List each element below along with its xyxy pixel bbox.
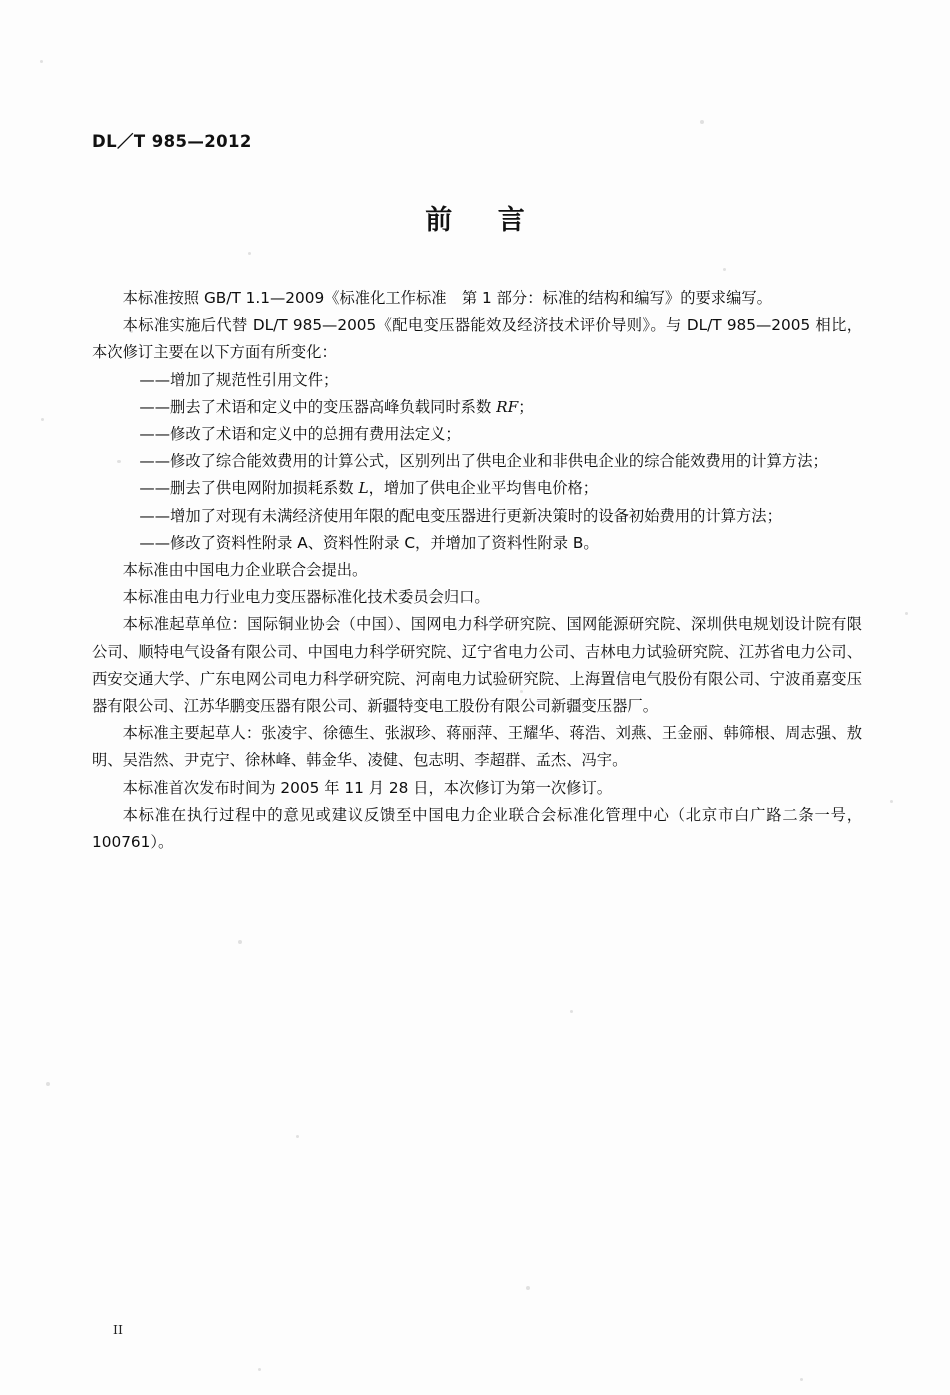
page-title: 前 言	[425, 205, 543, 236]
list-item: ——修改了资料性附录 A、资料性附录 C，并增加了资料性附录 B。	[139, 533, 599, 552]
paragraph: 本标准起草单位：国际铜业协会（中国）、国网电力科学研究院、国网能源研究院、深圳供电规划设计院有限公司、顺特电气设备有限公司、中国电力科学研究院、辽宁省电力公司、吉林电力试验研究院、江苏省电力公司、西安交通大学、广东电网公司电力科学研究院、河南电力试验研究院、上海置信电气股份有限公司、宁波甬嘉变压器有限公司、江苏华鹏变压器有限公司、新疆特变电工股份有限公司新疆变压器厂。	[92, 615, 862, 716]
paragraph: 本标准实施后代替 DL/T 985—2005《配电变压器能效及经济技术评价导则》。与 DL/T 985—2005 相比，本次修订主要在以下方面有所变化：	[92, 316, 862, 362]
list-item: ——删去了供电网附加损耗系数 L，增加了供电企业平均售电价格；	[139, 479, 599, 498]
scan-speck	[296, 1135, 299, 1138]
scan-speck	[46, 1082, 50, 1086]
paragraph: 本标准在执行过程中的意见或建议反馈至中国电力企业联合会标准化管理中心（北京市白广路二条一号，100761）。	[92, 805, 862, 852]
list-item: ——修改了术语和定义中的总拥有费用法定义；	[139, 425, 461, 444]
paragraph: 本标准按照 GB/T 1.1—2009《标准化工作标准 第 1 部分：标准的结构和编写》的要求编写。	[122, 289, 772, 307]
scan-speck	[248, 252, 251, 255]
scan-speck	[700, 120, 704, 124]
scan-speck	[526, 1286, 530, 1290]
scan-speck	[890, 800, 893, 803]
page-number: II	[113, 1322, 123, 1337]
paragraph: 本标准首次发布时间为 2005 年 11 月 28 日，本次修订为第一次修订。	[122, 778, 613, 797]
scan-speck	[905, 612, 908, 615]
list-item: ——删去了术语和定义中的变压器高峰负载同时系数 RF；	[139, 397, 534, 416]
paragraph: 本标准主要起草人：张凌宇、徐德生、张淑珍、蒋丽萍、王耀华、蒋浩、刘燕、王金丽、韩筛根、周志强、敖明、吴浩然、尹克宁、徐林峰、韩金华、凌健、包志明、李超群、孟杰、冯宇。	[92, 724, 862, 770]
scan-speck	[570, 1010, 573, 1013]
list-item: ——增加了对现有未满经济使用年限的配电变压器进行更新决策时的设备初始费用的计算方法；	[139, 506, 782, 525]
list-item: ——修改了综合能效费用的计算公式，区别列出了供电企业和非供电企业的综合能效费用的计算方法；	[139, 452, 828, 471]
paragraph: 本标准由中国电力企业联合会提出。	[122, 561, 368, 580]
list-item: ——增加了规范性引用文件；	[139, 370, 339, 389]
standard-number-header: DL／T 985—2012	[92, 132, 252, 151]
scan-speck	[723, 268, 726, 271]
scan-speck	[800, 1378, 803, 1381]
scan-speck	[238, 940, 242, 944]
scan-speck	[40, 60, 43, 63]
paragraph: 本标准由电力行业电力变压器标准化技术委员会归口。	[122, 588, 490, 607]
foreword-body	[92, 285, 862, 856]
scan-speck	[258, 1368, 261, 1371]
scan-speck	[41, 418, 44, 421]
